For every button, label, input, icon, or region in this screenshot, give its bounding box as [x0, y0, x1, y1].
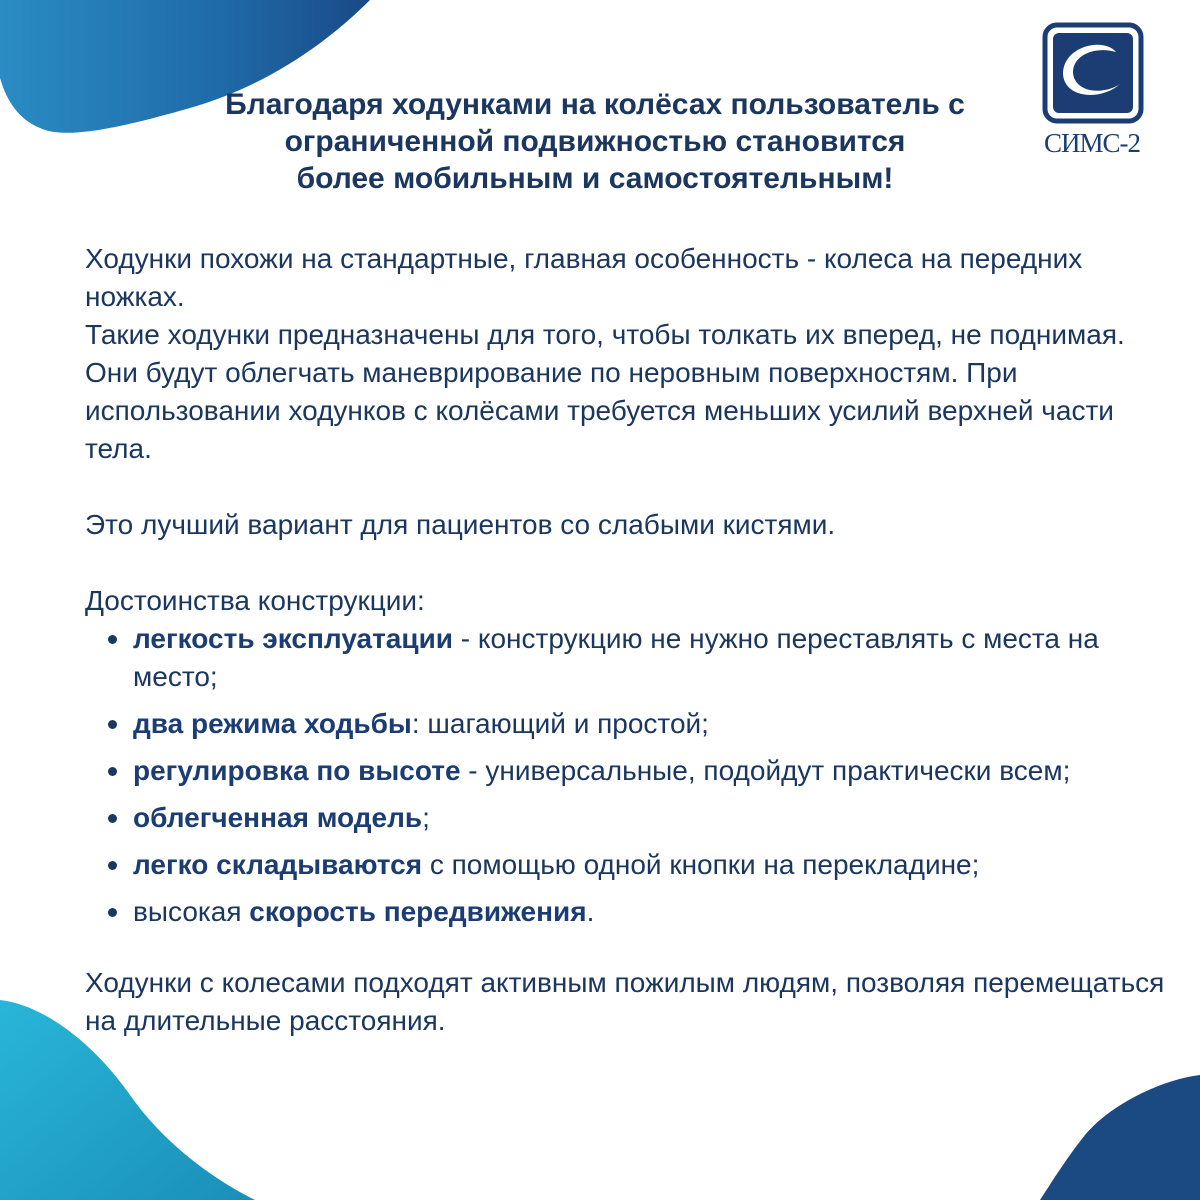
item-pre: высокая: [133, 896, 250, 927]
headline-line: Благодаря ходунками на колёсах пользователь с: [225, 88, 965, 121]
headline-line: ограниченной подвижностью становится: [284, 125, 906, 158]
list-item: [85, 799, 1165, 837]
list-item: [85, 752, 1165, 790]
list-item: [85, 705, 1165, 743]
item-bold: легко складываются: [133, 849, 423, 880]
simc-swoosh-icon: [1042, 22, 1144, 124]
bottom-right-blob: [1040, 1075, 1200, 1200]
advantages-list: [85, 620, 1165, 931]
list-item: [85, 620, 1165, 696]
intro-line: Такие ходунки предназначены для того, чтобы толкать их вперед, не поднимая. Они будут облегчать маневрирование по неровным поверхностям. При использовании ходунков с колёсами требуется меньших усилий верхней части тела.: [85, 319, 1125, 464]
item-rest: : шагающий и простой;: [411, 708, 709, 739]
best-option-text: Это лучший вариант для пациентов со слабыми кистями.: [85, 509, 836, 540]
item-rest: с помощью одной кнопки на перекладине;: [422, 849, 980, 880]
list-item: [85, 846, 1165, 884]
closing-paragraph: Ходунки с колесами подходят активным пожилым людям, позволяя перемещаться на длительные расстояния.: [85, 967, 1165, 1036]
item-rest: .: [586, 896, 595, 927]
intro-paragraph: [85, 240, 1165, 468]
item-rest: ;: [422, 802, 430, 833]
intro-line: Ходунки похожи на стандартные, главная особенность - колеса на передних ножках.: [85, 243, 1083, 312]
item-bold: два режима ходьбы: [133, 708, 412, 739]
item-bold: скорость передвижения: [249, 896, 587, 927]
logo-wordmark: СИМС-2: [1043, 128, 1140, 158]
headline-line: более мобильным и самостоятельным!: [296, 162, 894, 195]
main-content: [85, 240, 1165, 1040]
item-rest: - конструкцию не нужно переставлять с места на место;: [133, 623, 1099, 692]
item-bold: облегченная модель: [133, 802, 423, 833]
headline: [150, 86, 1040, 197]
item-rest: - универсальные, подойдут практически всем;: [460, 755, 1071, 786]
item-bold: легкость эксплуатации: [133, 623, 454, 654]
advantages-heading: Достоинства конструкции:: [85, 585, 425, 616]
brand-logo: [1038, 22, 1146, 159]
list-item: [85, 893, 1165, 931]
item-bold: регулировка по высоте: [133, 755, 461, 786]
